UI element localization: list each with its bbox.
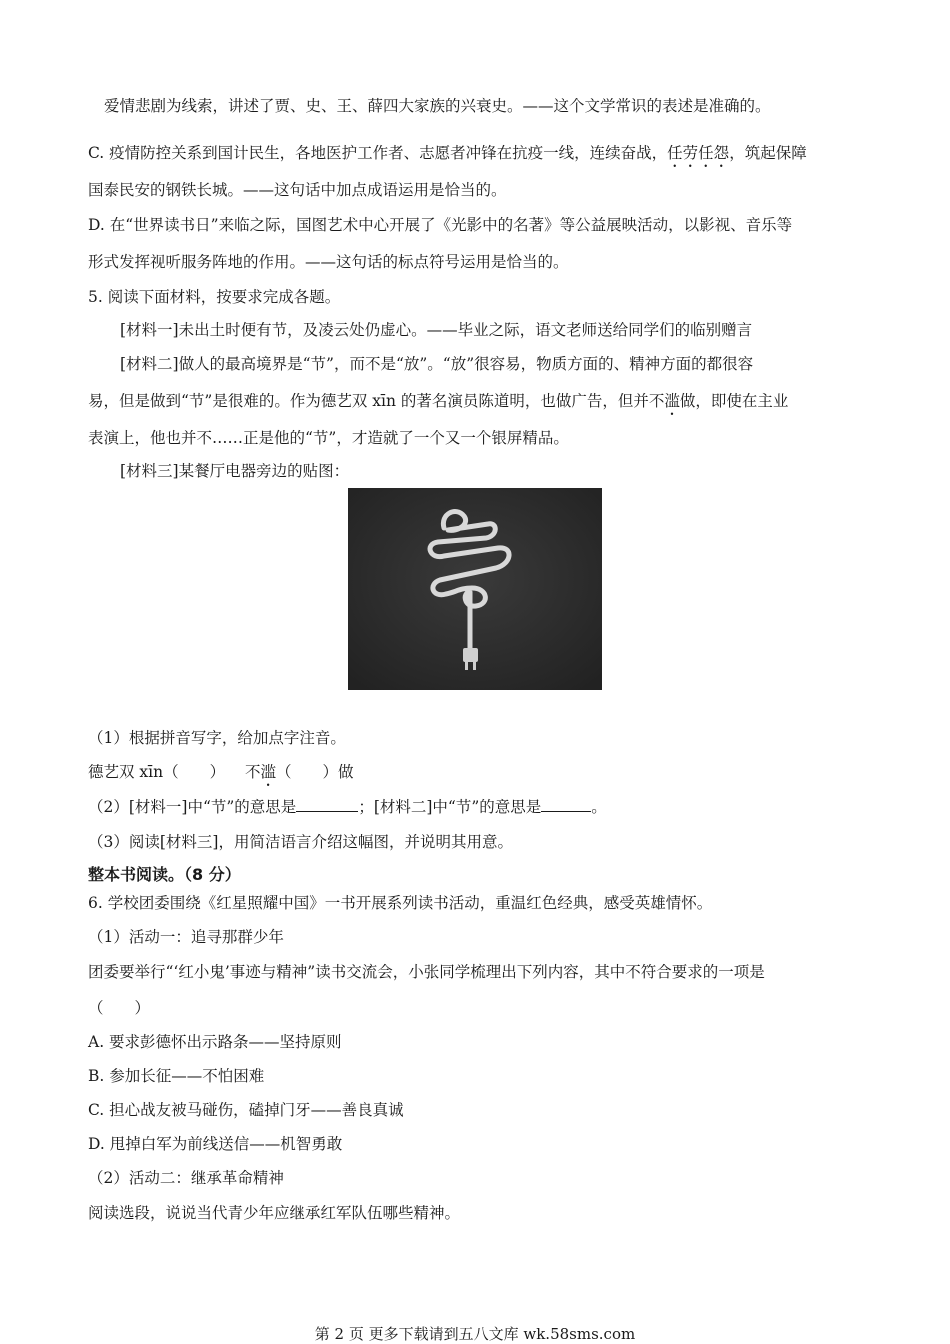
option-b-continuation: 爱情悲剧为线索，讲述了贾、史、王、薛四大家族的兴衰史。——这个文学常识的表述是准确的。	[104, 97, 771, 115]
dotted-char: 滥	[664, 392, 680, 410]
material-2-text: 易，但是做到“节”是很难的。作为德艺双 xīn 的著名演员陈道明，也做广告，但并不	[88, 392, 665, 410]
activity-1: （1）活动一：追寻那群少年	[88, 928, 284, 946]
activity-2: （2）活动二：继承革命精神	[88, 1169, 284, 1187]
option-c-text-end: ，筑起保障	[729, 144, 807, 162]
sub-question-2-end: 。	[591, 798, 607, 816]
sub-question-2	[88, 795, 607, 817]
answer-paren: （ ）	[88, 999, 151, 1017]
activity-1-desc: 团委要举行“‘红小鬼’事迹与精神”读书交流会，小张同学梳理出下列内容，其中不符合要求的一项是	[88, 963, 765, 981]
fill-blank-a: 德艺双 xīn（ ）	[88, 763, 226, 781]
activity-2-desc: 阅读选段，说说当代青少年应继承红军队伍哪些精神。	[88, 1204, 461, 1222]
material-2-line3: 表演上，他也并不……正是他的“节”，才造就了一个又一个银屏精品。	[88, 429, 569, 447]
dotted-idiom: 任劳任怨	[667, 144, 730, 162]
question-5-title: 5. 阅读下面材料，按要求完成各题。	[88, 288, 341, 306]
option-d-line2: 形式发挥视听服务阵地的作用。——这句话的标点符号运用是恰当的。	[88, 253, 569, 271]
dotted-char-2: 滥	[260, 763, 277, 781]
material-2-line1: [材料二]做人的最高境界是“节”，而不是“放”。“放”很容易，物质方面的、精神方面的都很容	[120, 355, 754, 373]
sub-question-1-fill	[88, 760, 354, 790]
fill-blank-b-prefix: 不	[244, 763, 261, 781]
fill-blank-b: （ ）做	[276, 763, 354, 781]
answer-blank-1[interactable]	[296, 797, 358, 812]
option-b: B. 参加长征——不怕困难	[88, 1067, 265, 1085]
material-2-line2	[88, 389, 788, 419]
sub-question-3: （3）阅读[材料三]，用简洁语言介绍这幅图，并说明其用意。	[88, 833, 513, 851]
sub-question-2-text: （2）[材料一]中“节”的意思是	[88, 798, 297, 816]
poster-image	[348, 488, 602, 690]
page-footer: 第 2 页 更多下载请到五八文库 wk.58sms.com	[314, 1325, 636, 1343]
option-d-6: D. 甩掉白军为前线送信——机智勇敢	[88, 1135, 343, 1153]
answer-blank-2[interactable]	[541, 797, 591, 812]
option-c-line2: 国泰民安的钢铁长城。——这句话中加点成语运用是恰当的。	[88, 181, 507, 199]
material-2-text-end: 做，即使在主业	[679, 392, 789, 410]
material-1: [材料一]未出土时便有节，及凌云处仍虚心。——毕业之际，语文老师送给同学们的临别赠言	[120, 321, 753, 339]
option-c-6: C. 担心战友被马碰伤，磕掉门牙——善良真诚	[88, 1101, 404, 1119]
sub-question-2-mid: ；[材料二]中“节”的意思是	[358, 798, 542, 816]
power-cord-jie-icon	[348, 488, 602, 690]
option-d-line1: D. 在“世界读书日”来临之际，国图艺术中心开展了《光影中的名著》等公益展映活动，以影视、音乐等	[88, 216, 793, 234]
question-6-title: 6. 学校团委围绕《红星照耀中国》一书开展系列读书活动，重温红色经典，感受英雄情怀。	[88, 894, 713, 912]
sub-question-1: （1）根据拼音写字，给加点字注音。	[88, 729, 346, 747]
section-heading: 整本书阅读。（8 分）	[88, 865, 241, 884]
option-c-text: C. 疫情防控关系到国计民生，各地医护工作者、志愿者冲锋在抗疫一线，连续奋战，	[88, 144, 668, 162]
material-3: [材料三]某餐厅电器旁边的贴图：	[120, 462, 350, 480]
option-c	[88, 141, 807, 171]
option-a: A. 要求彭德怀出示路条——坚持原则	[88, 1033, 342, 1051]
